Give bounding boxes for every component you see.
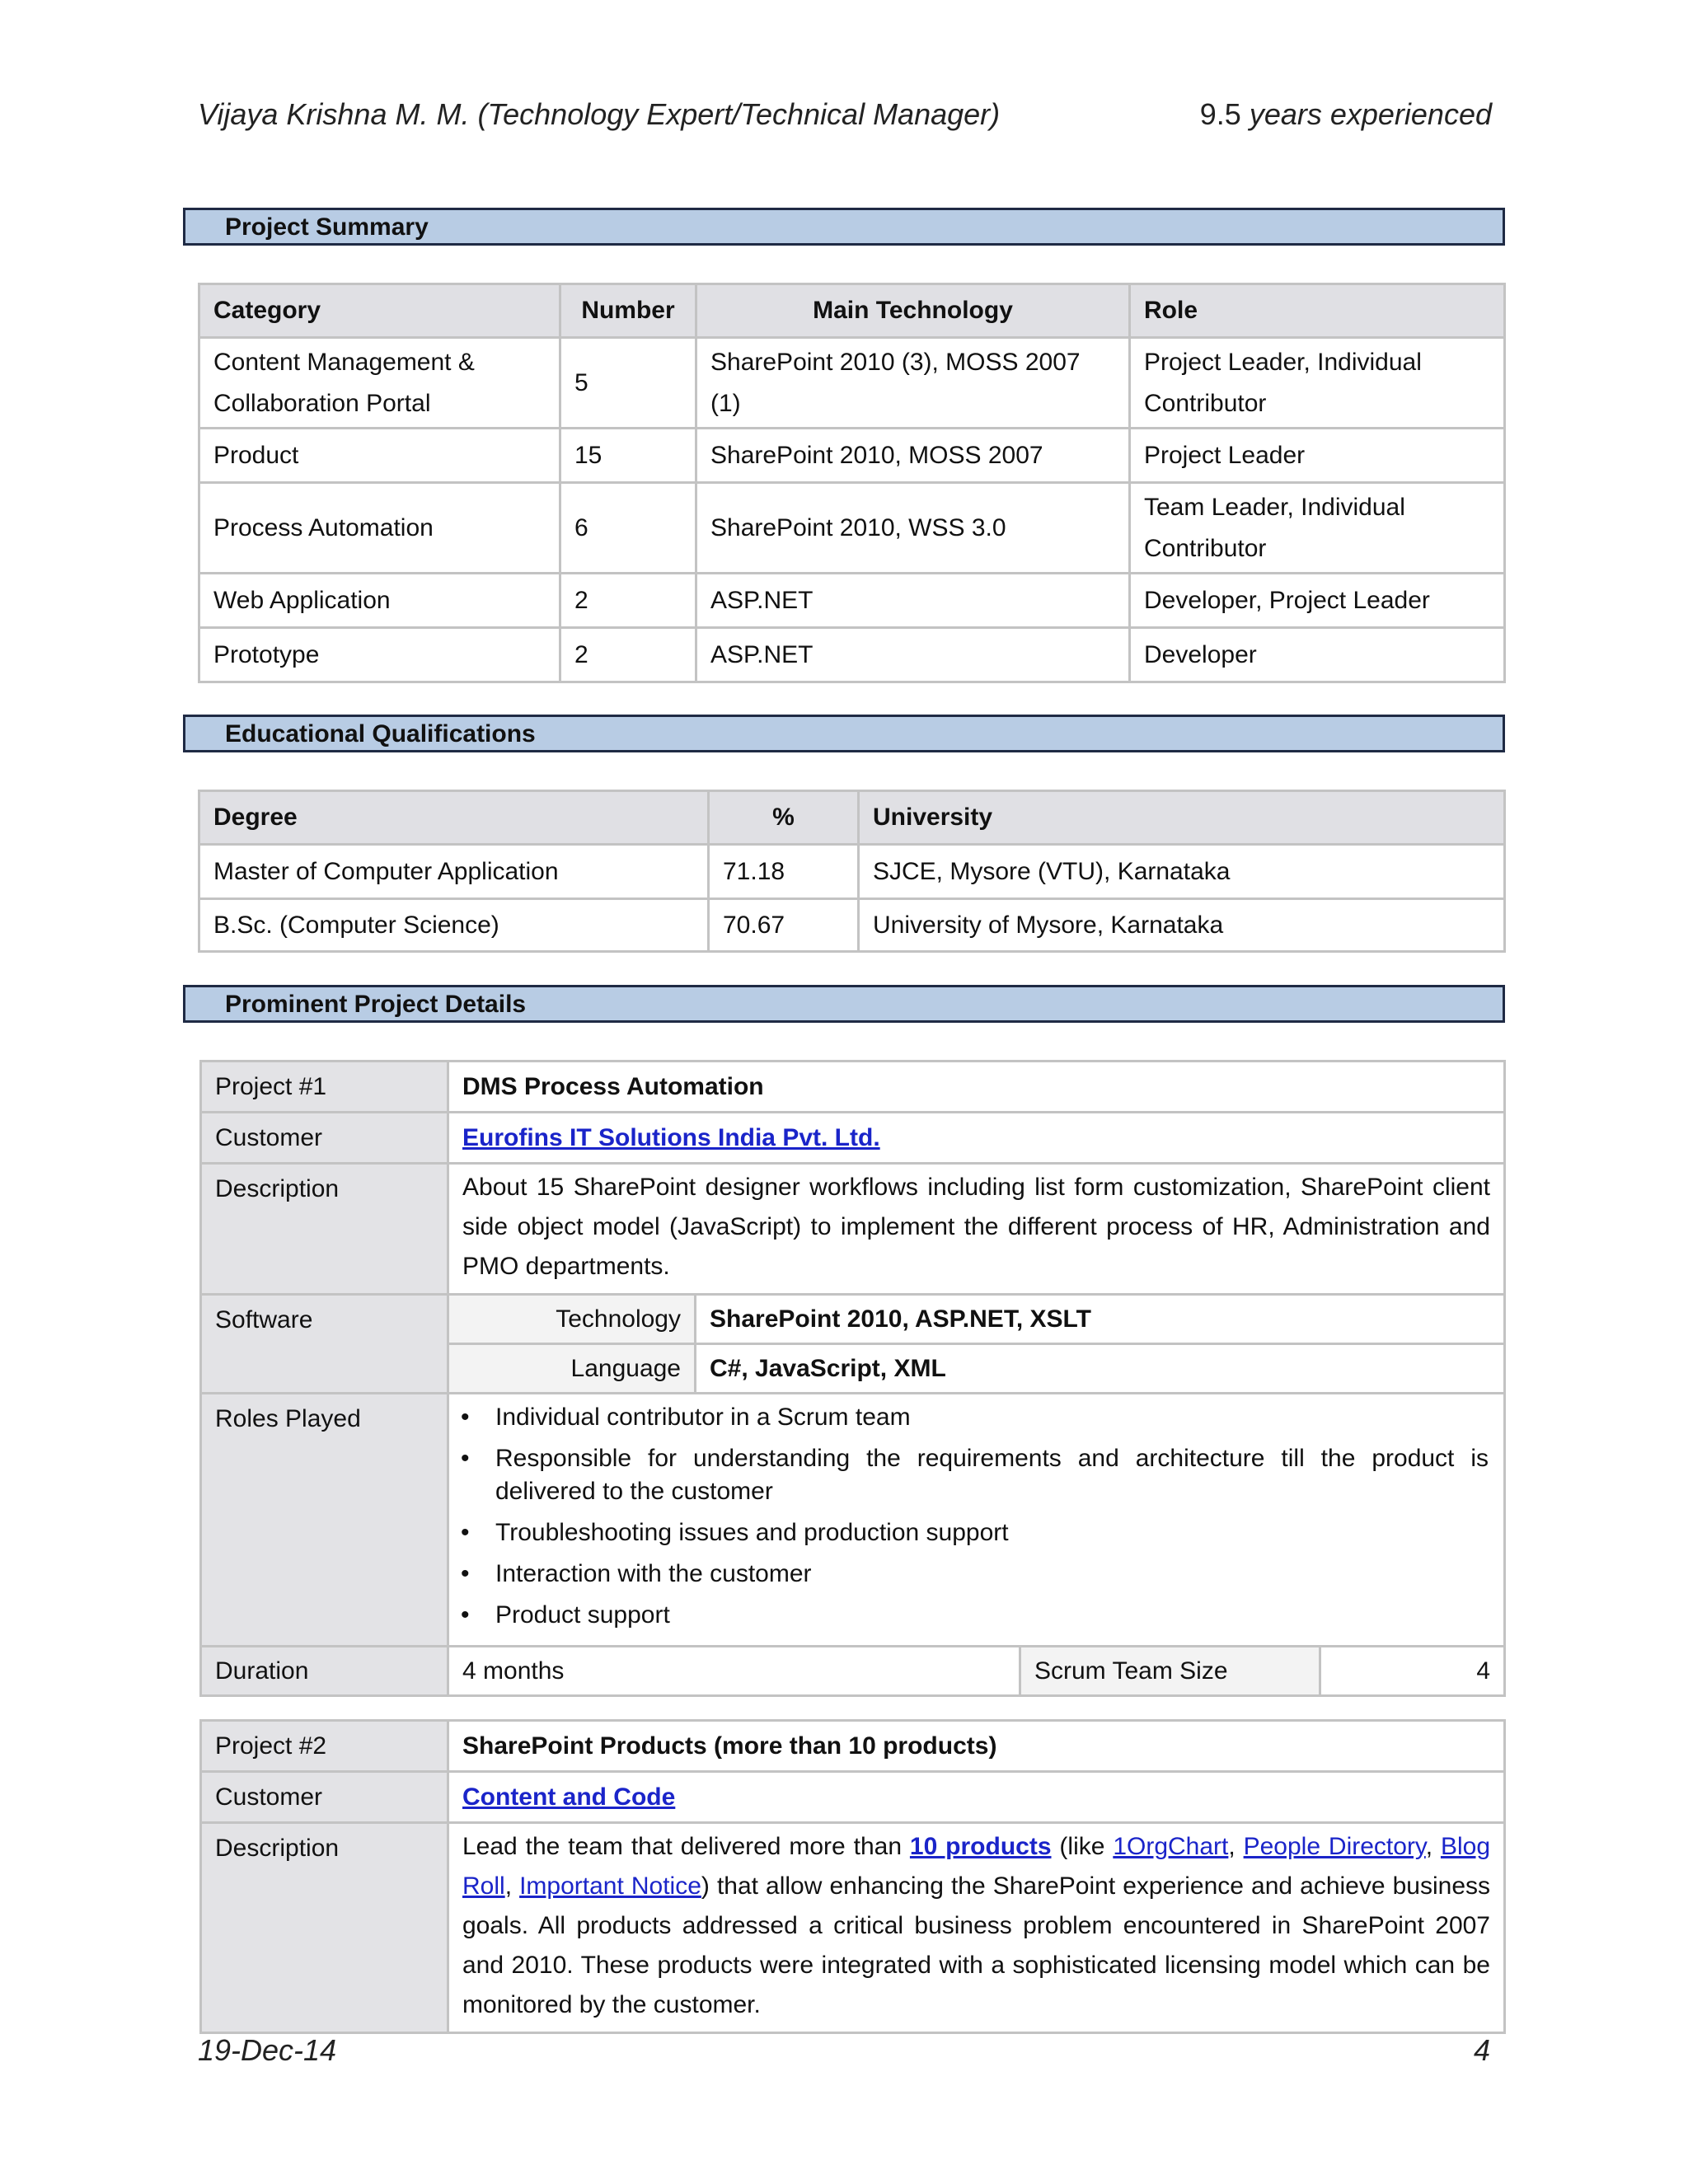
column-header-main-technology: Main Technology (696, 284, 1130, 338)
label-project: Project #2 (201, 1721, 448, 1772)
orgchart-link[interactable]: 1OrgChart (1113, 1833, 1229, 1860)
table-row (199, 574, 1505, 628)
separator: , (1228, 1833, 1244, 1860)
list-item: • Interaction with the customer (495, 1558, 1489, 1591)
table-row (199, 628, 1505, 682)
table-row (199, 845, 1505, 899)
footer-page-number: 4 (1473, 2033, 1490, 2067)
separator: , (504, 1872, 520, 1900)
label-technology: Technology (448, 1295, 696, 1344)
label-roles: Roles Played (201, 1394, 448, 1647)
section-bar-prominent-projects (183, 985, 1505, 1023)
footer-date: 19-Dec-14 (198, 2033, 337, 2067)
section-title: Project Summary (225, 213, 429, 241)
people-directory-link[interactable]: People Directory (1243, 1833, 1426, 1860)
cell-number: 2 (560, 574, 696, 628)
list-item: • Responsible for understanding the requirements and architecture till the product is delivered to the customer (495, 1442, 1489, 1508)
column-header-percent: % (709, 791, 859, 845)
project-title: SharePoint Products (more than 10 products) (448, 1721, 1505, 1772)
project-title-row (201, 1062, 1505, 1113)
customer-cell (448, 1113, 1505, 1164)
cell-category: Prototype (199, 628, 560, 682)
cell-category: Content Management & Collaboration Portal (199, 338, 560, 429)
cell-number: 2 (560, 628, 696, 682)
header-name-title: Vijaya Krishna M. M. (Technology Expert/Technical Manager) (198, 97, 1001, 131)
products-link[interactable]: 10 products (909, 1833, 1052, 1860)
cell-number: 6 (560, 483, 696, 574)
cell-category: Process Automation (199, 483, 560, 574)
list-item: • Product support (495, 1599, 1489, 1632)
cell-number: 15 (560, 429, 696, 483)
important-notice-link[interactable]: Important Notice (519, 1872, 701, 1900)
blog-roll-link[interactable]: Blog Roll (462, 1833, 1490, 1900)
table-row (199, 899, 1505, 952)
list-item: • Individual contributor in a Scrum team (495, 1401, 1489, 1434)
duration-row (201, 1647, 1505, 1696)
table-row (199, 483, 1505, 574)
project-1-table (199, 1060, 1506, 1697)
table-header-row (199, 791, 1505, 845)
section-bar-education (183, 715, 1505, 752)
project-summary-table (198, 283, 1506, 683)
language-value: C#, JavaScript, XML (696, 1344, 1505, 1394)
cell-role: Team Leader, Individual Contributor (1130, 483, 1505, 574)
education-table (198, 790, 1506, 953)
team-size-value: 4 (1320, 1647, 1505, 1696)
customer-row (201, 1772, 1505, 1823)
label-software: Software (201, 1295, 448, 1394)
cell-technology: SharePoint 2010 (3), MOSS 2007 (1) (696, 338, 1130, 429)
header-experience (1200, 97, 1492, 132)
cell-university: University of Mysore, Karnataka (859, 899, 1505, 952)
label-team-size: Scrum Team Size (1020, 1647, 1320, 1696)
cell-role: Project Leader, Individual Contributor (1130, 338, 1505, 429)
cell-category: Web Application (199, 574, 560, 628)
project-title: DMS Process Automation (448, 1062, 1505, 1113)
description-cell (448, 1823, 1505, 2033)
cell-role: Developer, Project Leader (1130, 574, 1505, 628)
experience-years: 9.5 (1199, 97, 1241, 131)
label-language: Language (448, 1344, 696, 1394)
customer-link[interactable]: Eurofins IT Solutions India Pvt. Ltd. (462, 1123, 880, 1151)
experience-label: years experienced (1249, 97, 1492, 131)
cell-degree: Master of Computer Application (199, 845, 709, 899)
roles-cell (448, 1394, 1505, 1647)
customer-link[interactable]: Content and Code (462, 1783, 676, 1811)
cell-role: Developer (1130, 628, 1505, 682)
label-description: Description (201, 1164, 448, 1295)
technology-value: SharePoint 2010, ASP.NET, XSLT (696, 1295, 1505, 1344)
table-row (199, 338, 1505, 429)
project-2-table (199, 1719, 1506, 2034)
cell-technology: ASP.NET (696, 574, 1130, 628)
customer-cell (448, 1772, 1505, 1823)
column-header-number: Number (560, 284, 696, 338)
section-bar-project-summary (183, 208, 1505, 246)
description-text: About 15 SharePoint designer workflows including list form customization, SharePoint client side object model (JavaScript) to implement the different process of HR, Administration and PMO departments. (448, 1164, 1505, 1295)
software-technology-row (201, 1295, 1505, 1344)
cell-degree: B.Sc. (Computer Science) (199, 899, 709, 952)
section-title: Prominent Project Details (225, 991, 527, 1018)
section-title: Educational Qualifications (225, 720, 536, 748)
label-project: Project #1 (201, 1062, 448, 1113)
cell-percent: 70.67 (709, 899, 859, 952)
description-text: (like (1051, 1833, 1114, 1860)
table-header-row (199, 284, 1505, 338)
cell-category: Product (199, 429, 560, 483)
cell-technology: SharePoint 2010, WSS 3.0 (696, 483, 1130, 574)
label-customer: Customer (201, 1113, 448, 1164)
customer-row (201, 1113, 1505, 1164)
column-header-role: Role (1130, 284, 1505, 338)
cell-number: 5 (560, 338, 696, 429)
cell-technology: SharePoint 2010, MOSS 2007 (696, 429, 1130, 483)
label-duration: Duration (201, 1647, 448, 1696)
label-customer: Customer (201, 1772, 448, 1823)
roles-row (201, 1394, 1505, 1647)
description-text: Lead the team that delivered more than (462, 1833, 910, 1860)
project-title-row (201, 1721, 1505, 1772)
cell-percent: 71.18 (709, 845, 859, 899)
cell-technology: ASP.NET (696, 628, 1130, 682)
column-header-category: Category (199, 284, 560, 338)
column-header-degree: Degree (199, 791, 709, 845)
cell-university: SJCE, Mysore (VTU), Karnataka (859, 845, 1505, 899)
cell-role: Project Leader (1130, 429, 1505, 483)
duration-value: 4 months (448, 1647, 1020, 1696)
description-text: ) that allow enhancing the SharePoint experience and achieve business goals. All products addressed a critical business problem encountered in SharePoint 2007 and 2010. These products were integrated with a sophisticated licensing model which can be monitored by the customer. (462, 1872, 1491, 2018)
column-header-university: University (859, 791, 1505, 845)
roles-list (449, 1401, 1503, 1645)
separator: , (1425, 1833, 1441, 1860)
table-row (199, 429, 1505, 483)
label-description: Description (201, 1823, 448, 2033)
description-row (201, 1823, 1505, 2033)
description-row (201, 1164, 1505, 1295)
list-item: • Troubleshooting issues and production support (495, 1516, 1489, 1549)
